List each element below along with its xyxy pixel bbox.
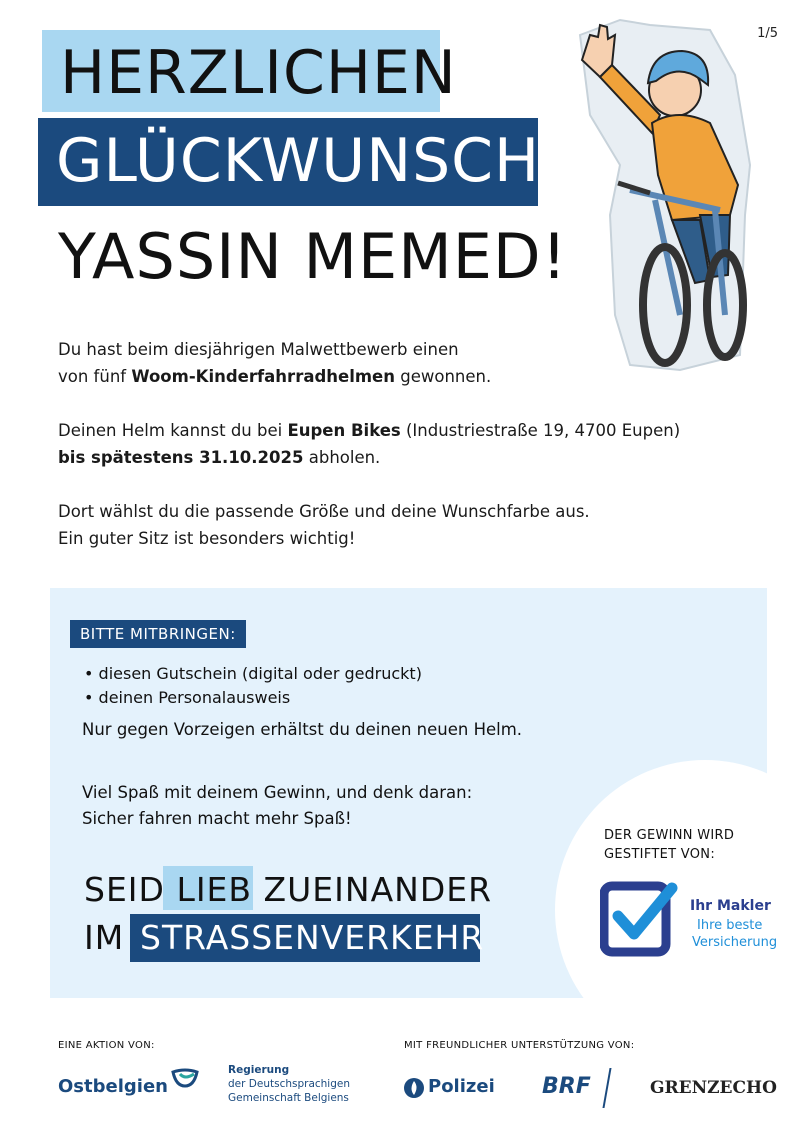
intro-text: Dort wählst du die passende Größe und deine Wunschfarbe aus. bbox=[58, 502, 590, 521]
government-logo-line: Regierung bbox=[228, 1064, 290, 1076]
intro-text: Ein guter Sitz ist besonders wichtig! bbox=[58, 529, 356, 548]
grenzecho-logo: GRENZECHO bbox=[650, 1078, 777, 1098]
intro-paragraph-1 bbox=[58, 336, 578, 390]
closing-line: Viel Spaß mit deinem Gewinn, und denk daran: bbox=[82, 783, 473, 802]
ostbelgien-logo: Ostbelgien bbox=[58, 1076, 168, 1097]
government-logo-line: Gemeinschaft Belgiens bbox=[228, 1092, 349, 1104]
child-on-bicycle-illustration bbox=[560, 15, 760, 375]
slogan-text: SEID bbox=[84, 870, 177, 909]
intro-text: gewonnen. bbox=[395, 367, 492, 386]
sponsor-label-line: DER GEWINN WIRD bbox=[604, 828, 735, 843]
closing-text bbox=[82, 780, 472, 832]
supporters-label: MIT FREUNDLICHER UNTERSTÜTZUNG VON: bbox=[404, 1040, 635, 1051]
sponsor-tagline: Versicherung bbox=[692, 935, 778, 950]
brf-logo: BRF bbox=[542, 1074, 591, 1099]
bring-list bbox=[84, 662, 422, 710]
closing-line: Sicher fahren macht mehr Spaß! bbox=[82, 809, 352, 828]
title-line1: HERZLICHEN bbox=[60, 38, 457, 108]
prize-name: Woom-Kinderfahrradhelmen bbox=[131, 367, 395, 386]
organizer-label: EINE AKTION VON: bbox=[58, 1040, 155, 1051]
slogan-line2-word: STRASSENVERKEHR bbox=[140, 918, 485, 957]
intro-paragraph-3 bbox=[58, 498, 758, 552]
sponsor-label bbox=[604, 826, 734, 864]
sponsor-name: Ihr Makler bbox=[690, 898, 771, 914]
intro-text: Du hast beim diesjährigen Malwettbewerb einen bbox=[58, 340, 459, 359]
slogan-highlight-word: LIEB bbox=[176, 870, 253, 909]
intro-text: von fünf bbox=[58, 367, 132, 386]
intro-text: Deinen Helm kannst du bei bbox=[58, 421, 288, 440]
sponsor-label-line: GESTIFTET VON: bbox=[604, 847, 715, 862]
ostbelgien-mark-icon bbox=[170, 1068, 200, 1088]
slogan-text: ZUEINANDER bbox=[252, 870, 493, 909]
title-line2: GLÜCKWUNSCH, bbox=[56, 126, 561, 196]
slogan-line1 bbox=[84, 870, 492, 909]
intro-paragraph-2 bbox=[58, 417, 768, 471]
brf-divider bbox=[602, 1068, 611, 1108]
government-logo-line: der Deutschsprachigen bbox=[228, 1078, 351, 1090]
intro-text: abholen. bbox=[303, 448, 381, 467]
shop-name: Eupen Bikes bbox=[287, 421, 401, 440]
list-item: • diesen Gutschein (digital oder gedruckt) bbox=[84, 662, 422, 686]
list-item: • deinen Personalausweis bbox=[84, 686, 422, 710]
police-flame-icon bbox=[404, 1077, 424, 1099]
page-number: 1/5 bbox=[757, 26, 778, 41]
bring-heading: BITTE MITBRINGEN: bbox=[70, 620, 246, 648]
polizei-logo: Polizei bbox=[428, 1076, 495, 1097]
pickup-deadline: bis spätestens 31.10.2025 bbox=[58, 448, 304, 467]
shop-address: (Industriestraße 19, 4700 Eupen) bbox=[400, 421, 681, 440]
slogan-line2-prefix: IM bbox=[84, 918, 125, 957]
sponsor-tagline: Ihre beste bbox=[697, 918, 763, 933]
title-line3: YASSIN MEMED! bbox=[58, 220, 568, 293]
bring-note: Nur gegen Vorzeigen erhältst du deinen neuen Helm. bbox=[82, 720, 523, 739]
